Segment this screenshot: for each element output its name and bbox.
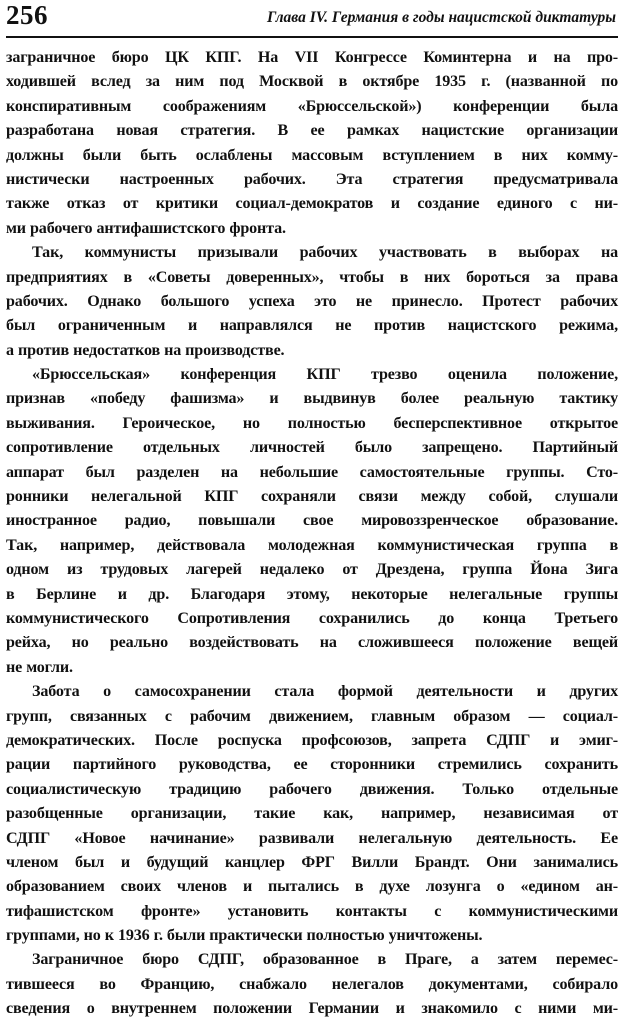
text-line: Заграничное бюро СДПГ, образованное в Праге, а затем перемес- <box>32 951 618 969</box>
text-line: нистически настроенных рабочих. Эта стратегия предусматривала <box>6 170 618 188</box>
text-line: должны были быть ослаблены массовым вступлением в них комму- <box>6 146 618 164</box>
text-line: ходившей вслед за ним под Москвой в октябре 1935 г. (названной по <box>6 73 618 91</box>
text-line: тившееся во Францию, снабжало нелегалов документами, собирало <box>6 975 618 993</box>
text-line: иностранное радио, повышали свое мировоззренческое образование. <box>6 512 618 530</box>
body-text <box>6 46 618 1022</box>
text-line: ми рабочего антифашистского фронта. <box>6 219 286 237</box>
text-line: предприятиях в «Советы доверенных», чтобы в них бороться за права <box>6 268 618 286</box>
text-line: в Берлине и др. Благодаря этому, некоторые нелегальные группы <box>6 585 618 603</box>
text-line: аппарат был разделен на небольшие самостоятельные группы. Сто- <box>6 463 618 481</box>
paragraph <box>6 680 618 948</box>
text-line: рации партийного руководства, ее сторонники стремились сохранить <box>6 756 618 774</box>
paragraph <box>6 948 618 1021</box>
text-line: групп, связанных с рабочим движением, главным образом — социал- <box>6 707 618 725</box>
text-line: одном из трудовых лагерей недалеко от Дрездена, группа Йона Зига <box>6 561 618 579</box>
text-line: образованием своих членов и пытались в духе лозунга о «едином ан- <box>6 878 618 896</box>
text-line: а против недостатков на производстве. <box>6 341 285 359</box>
text-line: Забота о самосохранении стала формой деятельности и других <box>32 683 618 701</box>
paragraph <box>6 46 618 241</box>
text-line: конспиративным соображениям «Брюссельской») конференции была <box>6 97 618 115</box>
page-number: 256 <box>6 0 48 30</box>
text-line: демократических. После роспуска профсоюзов, запрета СДПГ и эмиг- <box>6 731 618 749</box>
text-line: сведения о внутреннем положении Германии и знакомило с ними ми- <box>6 1000 618 1018</box>
text-line: также отказ от критики социал-демократов и создание единого с ни- <box>6 195 618 213</box>
text-line: Так, коммунисты призывали рабочих участвовать в выборах на <box>32 244 618 262</box>
text-line: заграничное бюро ЦК КПГ. На VII Конгрессе Коминтерна и на про- <box>6 49 618 66</box>
paragraph <box>6 241 618 363</box>
text-line: признав «победу фашизма» и выдвинув более реальную тактику <box>6 390 618 408</box>
text-line: разработана новая стратегия. В ее рамках нацистские организации <box>6 122 618 140</box>
paragraph <box>6 363 618 680</box>
text-line: выживания. Героическое, но полностью бесперспективное открытое <box>6 414 618 432</box>
text-line: группами, но к 1936 г. были практически полностью уничтожены. <box>6 927 483 945</box>
text-line: был ограниченным и направлялся не против нацистского режима, <box>6 317 618 335</box>
text-line: разобщенные организации, такие как, например, независимая от <box>6 805 618 823</box>
text-line: не могли. <box>6 658 73 676</box>
running-title: Глава IV. Германия в годы нацистской диктатуры <box>267 9 616 26</box>
text-line: СДПГ «Новое начинание» развивали нелегальную деятельность. Ее <box>6 829 618 847</box>
text-line: сопротивление отдельных личностей было запрещено. Партийный <box>6 439 618 457</box>
text-line: коммунистического Сопротивления сохранились до конца Третьего <box>6 609 618 627</box>
text-line: рейха, но реально воздействовать на сложившееся положение вещей <box>6 634 618 652</box>
text-line: социалистическую традицию рабочего движения. Только отдельные <box>6 780 618 798</box>
text-line: ронники нелегальной КПГ сохраняли связи между собой, слушали <box>6 488 618 506</box>
text-line: Так, например, действовала молодежная коммунистическая группа в <box>6 536 618 554</box>
page-header <box>6 2 618 38</box>
text-line: рабочих. Однако большого успеха это не принесло. Протест рабочих <box>6 292 618 310</box>
text-line: «Брюссельская» конференция КПГ трезво оценила положение, <box>32 366 618 384</box>
text-line: членом был и будущий канцлер ФРГ Вилли Брандт. Они занимались <box>6 853 618 871</box>
text-line: тифашистском фронте» установить контакты с коммунистическими <box>6 902 618 920</box>
